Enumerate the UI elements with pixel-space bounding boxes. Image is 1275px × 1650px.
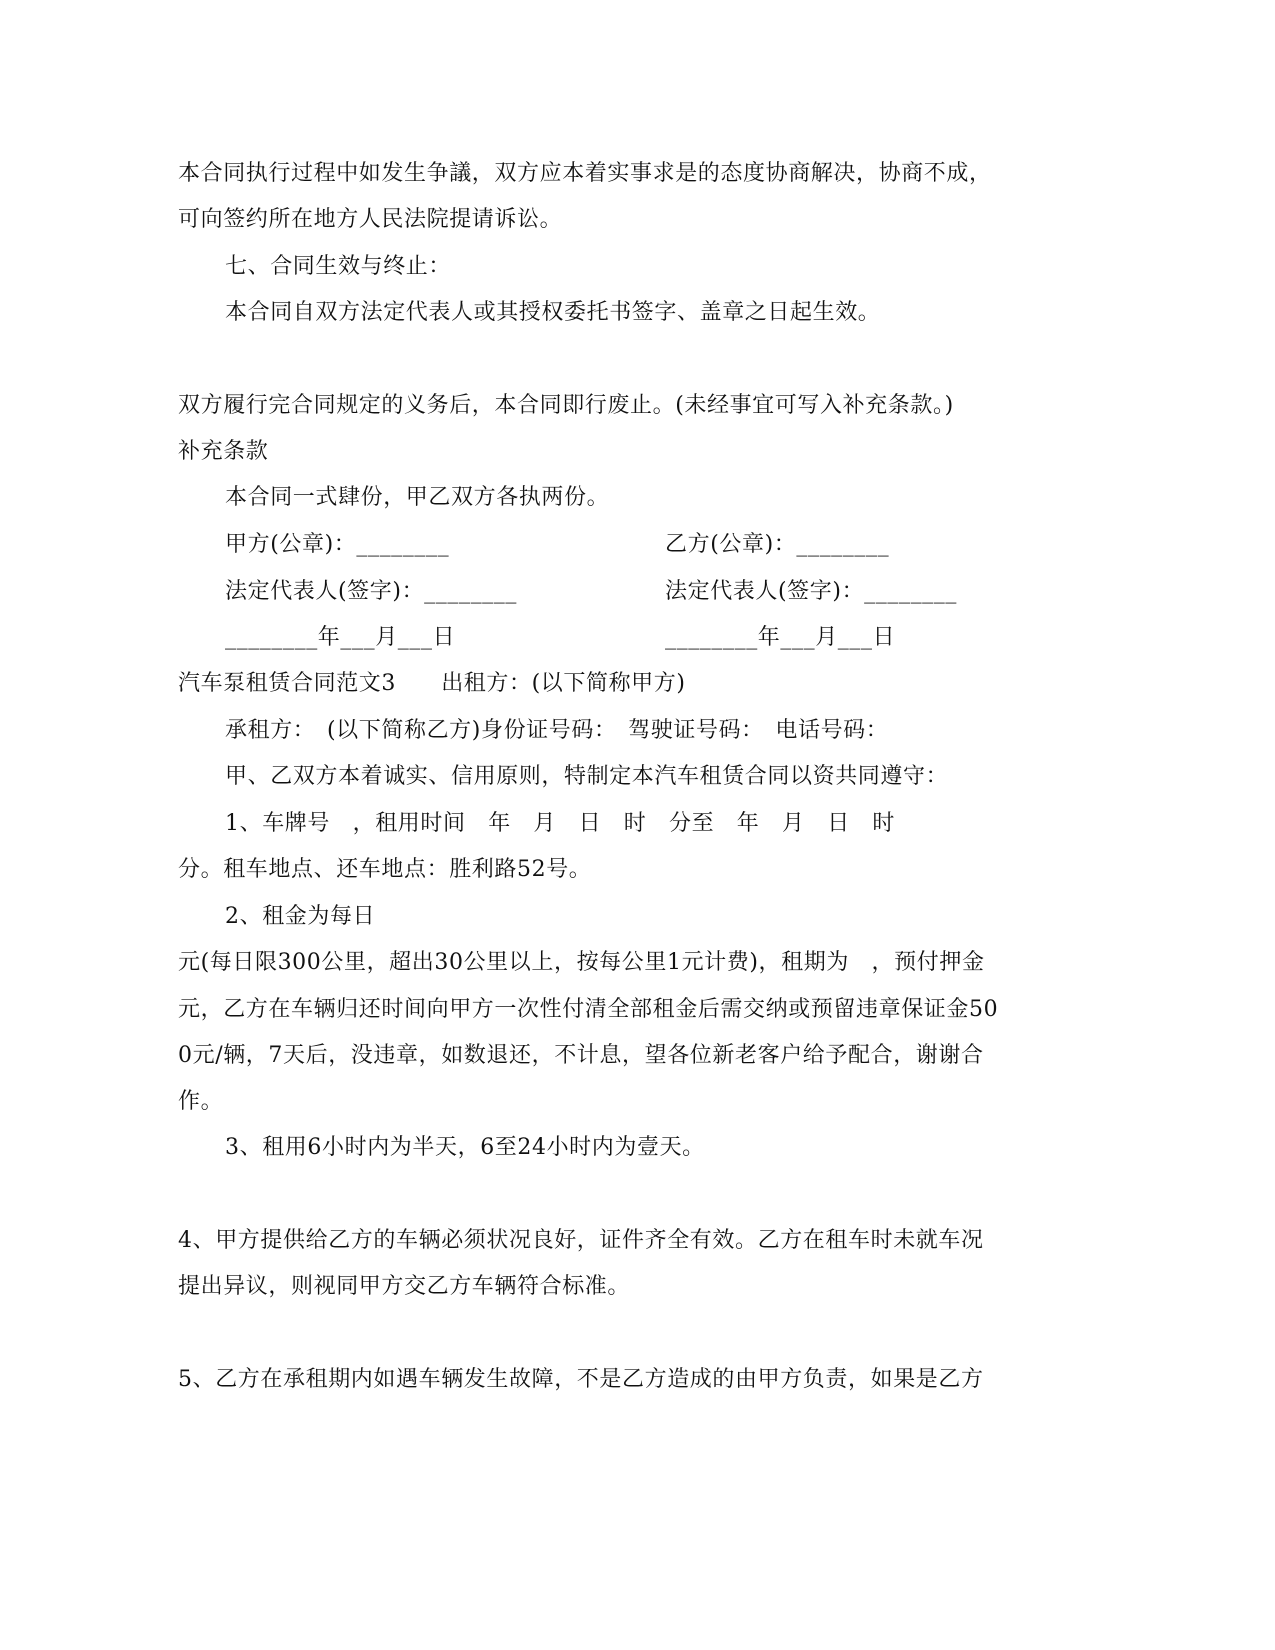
paragraph-dispute-line-2: 可向签约所在地方人民法院提请诉讼。 — [178, 207, 563, 232]
party-b-seal-field: 乙方(公章)：________ — [665, 532, 890, 557]
clause-1-line-2: 分。租车地点、还车地点：胜利路52号。 — [178, 857, 592, 882]
contract-3-title: 汽车泵租赁合同范文3 出租方：(以下简称甲方) — [178, 671, 686, 696]
paragraph-termination: 双方履行完合同规定的义务后，本合同即行废止。(未经事宜可写入补充条款。) — [178, 393, 954, 418]
paragraph-dispute-line-1: 本合同执行过程中如发生争議，双方应本着实事求是的态度协商解决，协商不成， — [178, 161, 992, 186]
party-b-representative-field: 法定代表人(签字)：________ — [665, 579, 957, 604]
clause-2-line-3: 元，乙方在车辆归还时间向甲方一次性付清全部租金后需交纳或预留违章保证金50 — [178, 997, 999, 1022]
paragraph-lessee: 承租方： (以下简称乙方)身份证号码： 驾驶证号码： 电话号码： — [225, 718, 889, 743]
clause-3: 3、租用6小时内为半天，6至24小时内为壹天。 — [225, 1135, 705, 1160]
section-heading-effect-termination: 七、合同生效与终止： — [225, 254, 452, 279]
party-b-date-field: ________年___月___日 — [665, 625, 896, 650]
paragraph-copies: 本合同一式肆份，甲乙双方各执两份。 — [225, 485, 610, 510]
paragraph-principle: 甲、乙双方本着诚实、信用原则，特制定本汽车租赁合同以资共同遵守： — [225, 764, 949, 789]
clause-1-line-1: 1、车牌号 ，租用时间 年 月 日 时 分至 年 月 日 时 — [225, 811, 895, 836]
supplementary-clause-heading: 补充条款 — [178, 439, 269, 464]
party-a-representative-field: 法定代表人(签字)：________ — [225, 579, 517, 604]
clause-2-line-2: 元(每日限300公里，超出30公里以上，按每公里1元计费)，租期为 ，预付押金 — [178, 950, 985, 975]
clause-5-line-1: 5、乙方在承租期内如遇车辆发生故障，不是乙方造成的由甲方负责，如果是乙方 — [178, 1367, 984, 1392]
party-a-seal-field: 甲方(公章)：________ — [225, 532, 450, 557]
clause-4-line-2: 提出异议，则视同甲方交乙方车辆符合标准。 — [178, 1274, 631, 1299]
party-a-date-field: ________年___月___日 — [225, 625, 456, 650]
clause-2-line-4: 0元/辆，7天后，没违章，如数退还，不计息，望各位新老客户给予配合，谢谢合 — [178, 1043, 984, 1068]
clause-2-line-1: 2、租金为每日 — [225, 904, 376, 929]
clause-2-line-5: 作。 — [178, 1089, 224, 1114]
paragraph-effective: 本合同自双方法定代表人或其授权委托书签字、盖章之日起生效。 — [225, 300, 881, 325]
clause-4-line-1: 4、甲方提供给乙方的车辆必须状况良好，证件齐全有效。乙方在租车时未就车况 — [178, 1228, 984, 1253]
